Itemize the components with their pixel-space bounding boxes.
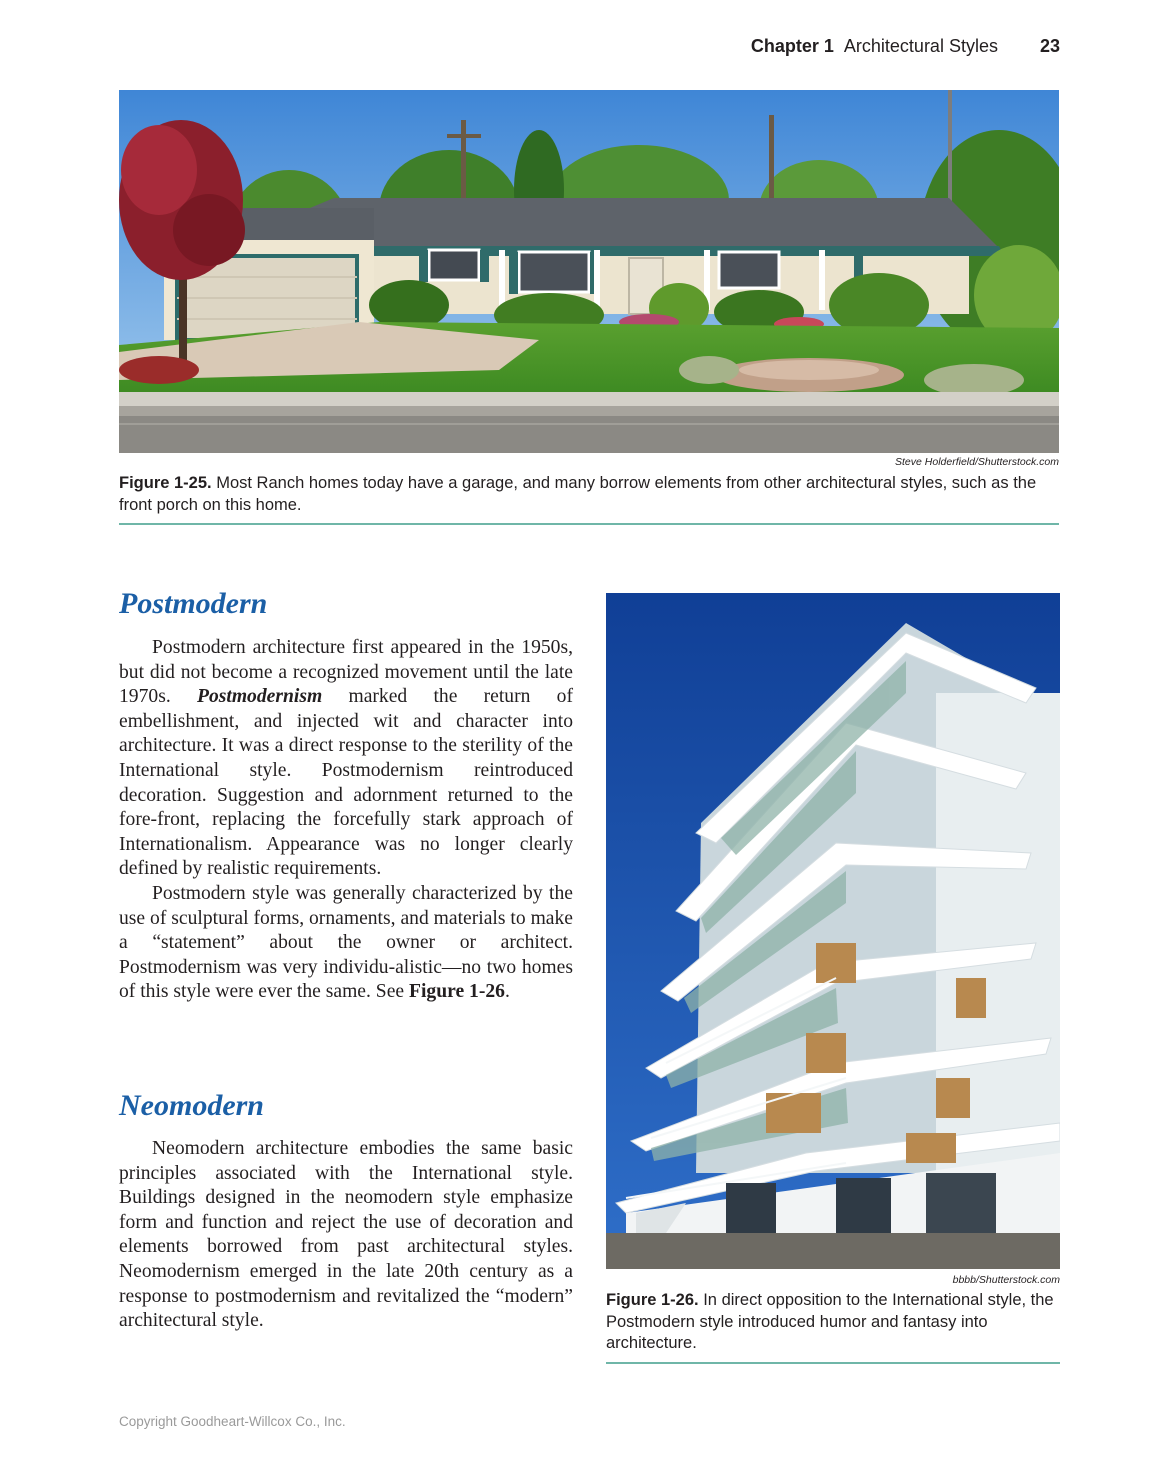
figure-25-credit: Steve Holderfield/Shutterstock.com: [895, 456, 1059, 468]
figure-26-caption: [606, 1290, 1060, 1355]
postmodern-p2-end: .: [504, 981, 510, 1003]
figure-25-caption: [119, 473, 1054, 516]
figure-25-label: Figure 1-25.: [119, 474, 212, 492]
postmodern-p2-text: Postmodern style was generally characterized by the use of sculptural forms, ornaments, and materials to make a “statement” about the owner or architect. Postmodernism was very individu-alistic—no two homes of this style were ever the same. See: [119, 882, 573, 1003]
postmodern-building-photo: [606, 593, 1060, 1269]
postmodern-paragraph-2: [119, 882, 573, 1005]
postmodern-body: [119, 636, 573, 1005]
chapter-title: Architectural Styles: [843, 36, 998, 56]
postmodernism-term: Postmodernism: [196, 686, 323, 708]
figure-26-caption-text: In direct opposition to the International style, the Postmodern style introduced humor and fantasy into architecture.: [606, 1291, 1054, 1352]
running-header: [751, 36, 1060, 57]
page-number: 23: [1039, 36, 1060, 56]
neomodern-heading: Neomodern: [119, 1089, 264, 1122]
figure-25-caption-text: Most Ranch homes today have a garage, and many borrow elements from other architectural styles, such as the front porch on this home.: [119, 474, 1037, 514]
neomodern-body: [119, 1137, 573, 1334]
postmodern-heading: Postmodern: [119, 587, 268, 620]
figure-25-rule: [119, 523, 1059, 525]
figure-26-rule: [606, 1362, 1060, 1364]
postmodern-paragraph-1: [119, 636, 573, 882]
postmodern-p1-text: Postmodern architecture first appeared in the 1950s, but did not become a recognized movement until the late 1970s.: [119, 637, 573, 708]
figure-1-26-reference: Figure 1-26: [409, 981, 505, 1003]
neomodern-paragraph-1: Neomodern architecture embodies the same basic principles associated with the International style. Buildings designed in the neomodern style emphasize form and function and reject the use of decoration and elements borrowed from past architectural styles. Neomodernism emerged in the late 20th century as a response to postmodernism and revitalized the “modern” architectural style.: [119, 1138, 573, 1332]
figure-26-credit: bbbb/Shutterstock.com: [952, 1274, 1060, 1286]
ranch-home-photo: [119, 90, 1059, 453]
figure-26-label: Figure 1-26.: [606, 1291, 699, 1309]
postmodern-p1-text-cont: marked the return of embellishment, and injected wit and character into architecture. It was a direct response to the sterility of the International style. Postmodernism reintroduced decoration. Suggestion and adornment returned to the fore-front, replacing the forcefully stark approach of Internationalism. Appearance was no longer clearly defined by realistic requirements.: [119, 686, 574, 880]
copyright-footer: Copyright Goodheart-Willcox Co., Inc.: [119, 1414, 346, 1429]
chapter-label: Chapter 1: [750, 36, 834, 56]
